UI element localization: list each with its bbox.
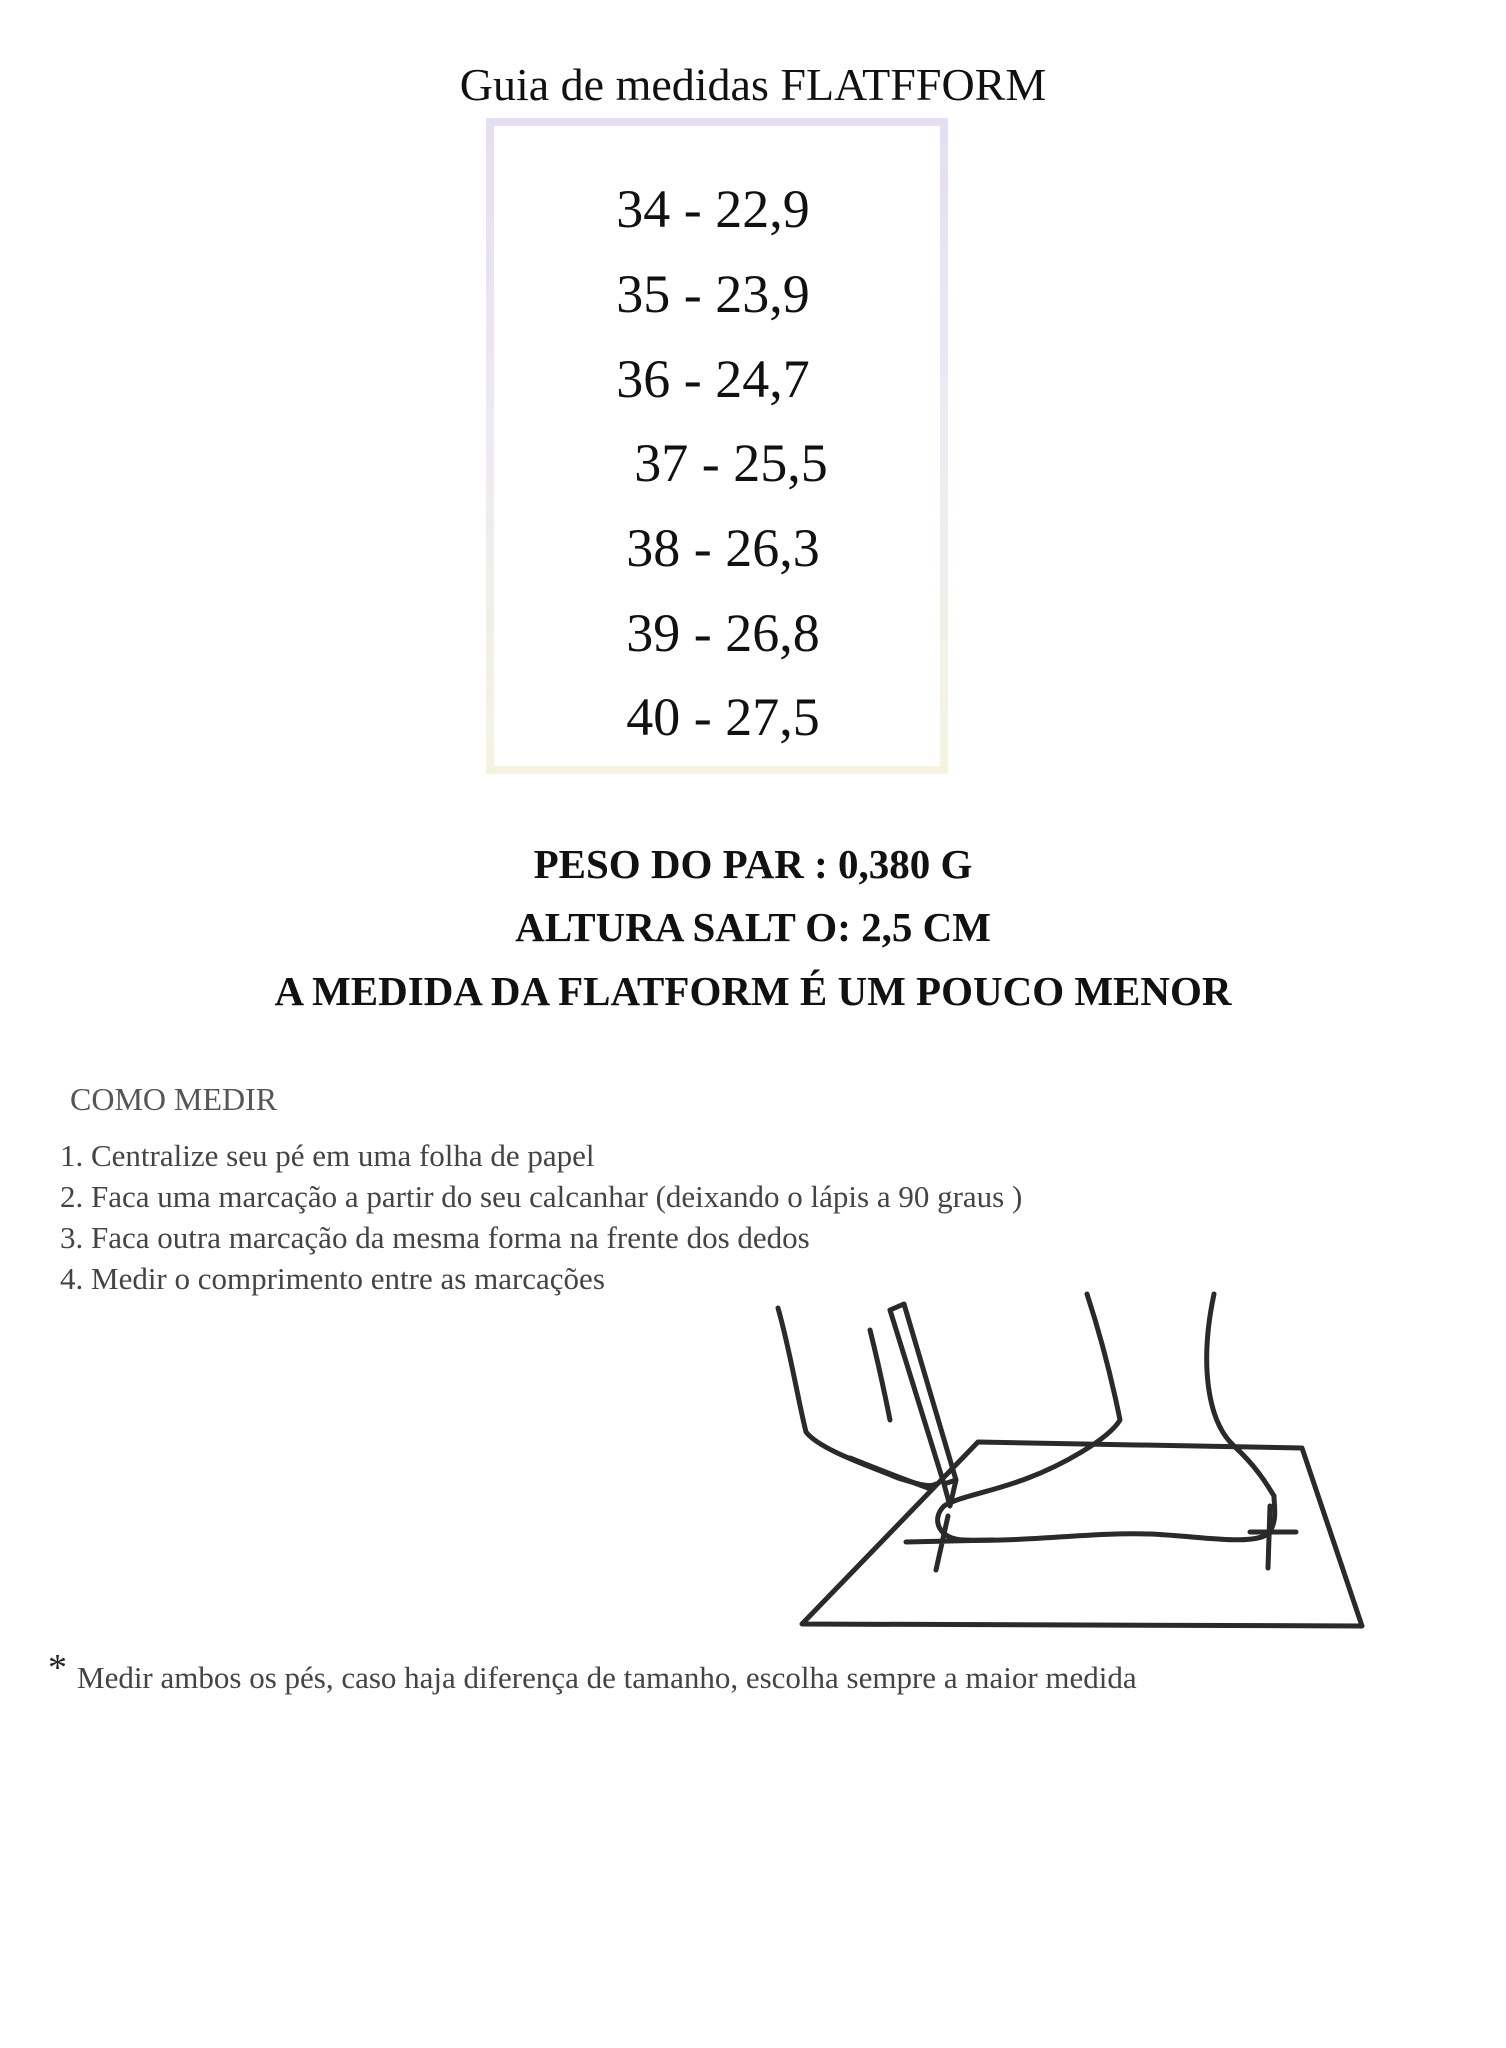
- size-row: 38 - 26,3: [626, 518, 820, 578]
- size-row: 39 - 26,8: [626, 603, 820, 663]
- list-item: 3. Faca outra marcação da mesma forma na frente dos dedos: [60, 1220, 810, 1255]
- list-item: 4. Medir o comprimento entre as marcações: [60, 1261, 605, 1296]
- leg-front-line: [938, 1294, 1275, 1540]
- hand-finger: [850, 1458, 928, 1488]
- leg-back-line: [1207, 1294, 1274, 1496]
- pencil: [890, 1304, 956, 1484]
- size-note: A MEDIDA DA FLATFORM É UM POUCO MENOR: [274, 968, 1232, 1014]
- size-row: 35 - 23,9: [616, 264, 810, 324]
- size-row: 36 - 24,7: [616, 349, 810, 409]
- heel-height-info: ALTURA SALT O: 2,5 CM: [515, 904, 991, 950]
- footnote-text: Medir ambos os pés, caso haja diferença de tamanho, escolha sempre a maior medida: [77, 1660, 1137, 1695]
- toe-mark: [906, 1516, 994, 1570]
- size-row: 37 - 25,5: [634, 433, 828, 493]
- weight-info: PESO DO PAR : 0,380 G: [533, 841, 973, 887]
- size-chart-box: [486, 118, 948, 774]
- foot-measuring-illustration: [730, 1270, 1390, 1640]
- list-item: 1. Centralize seu pé em uma folha de papel: [60, 1138, 595, 1173]
- hand-knuckle: [870, 1330, 890, 1420]
- footnote-mark: *: [48, 1647, 67, 1689]
- size-row: 40 - 27,5: [626, 687, 820, 747]
- list-item: 2. Faca uma marcação a partir do seu calcanhar (deixando o lápis a 90 graus ): [60, 1179, 1023, 1214]
- footnote: [48, 1646, 1137, 1696]
- page-title: Guia de medidas FLATFFORM: [459, 59, 1047, 110]
- how-to-measure-title: COMO MEDIR: [70, 1081, 278, 1117]
- size-row: 34 - 22,9: [616, 179, 810, 239]
